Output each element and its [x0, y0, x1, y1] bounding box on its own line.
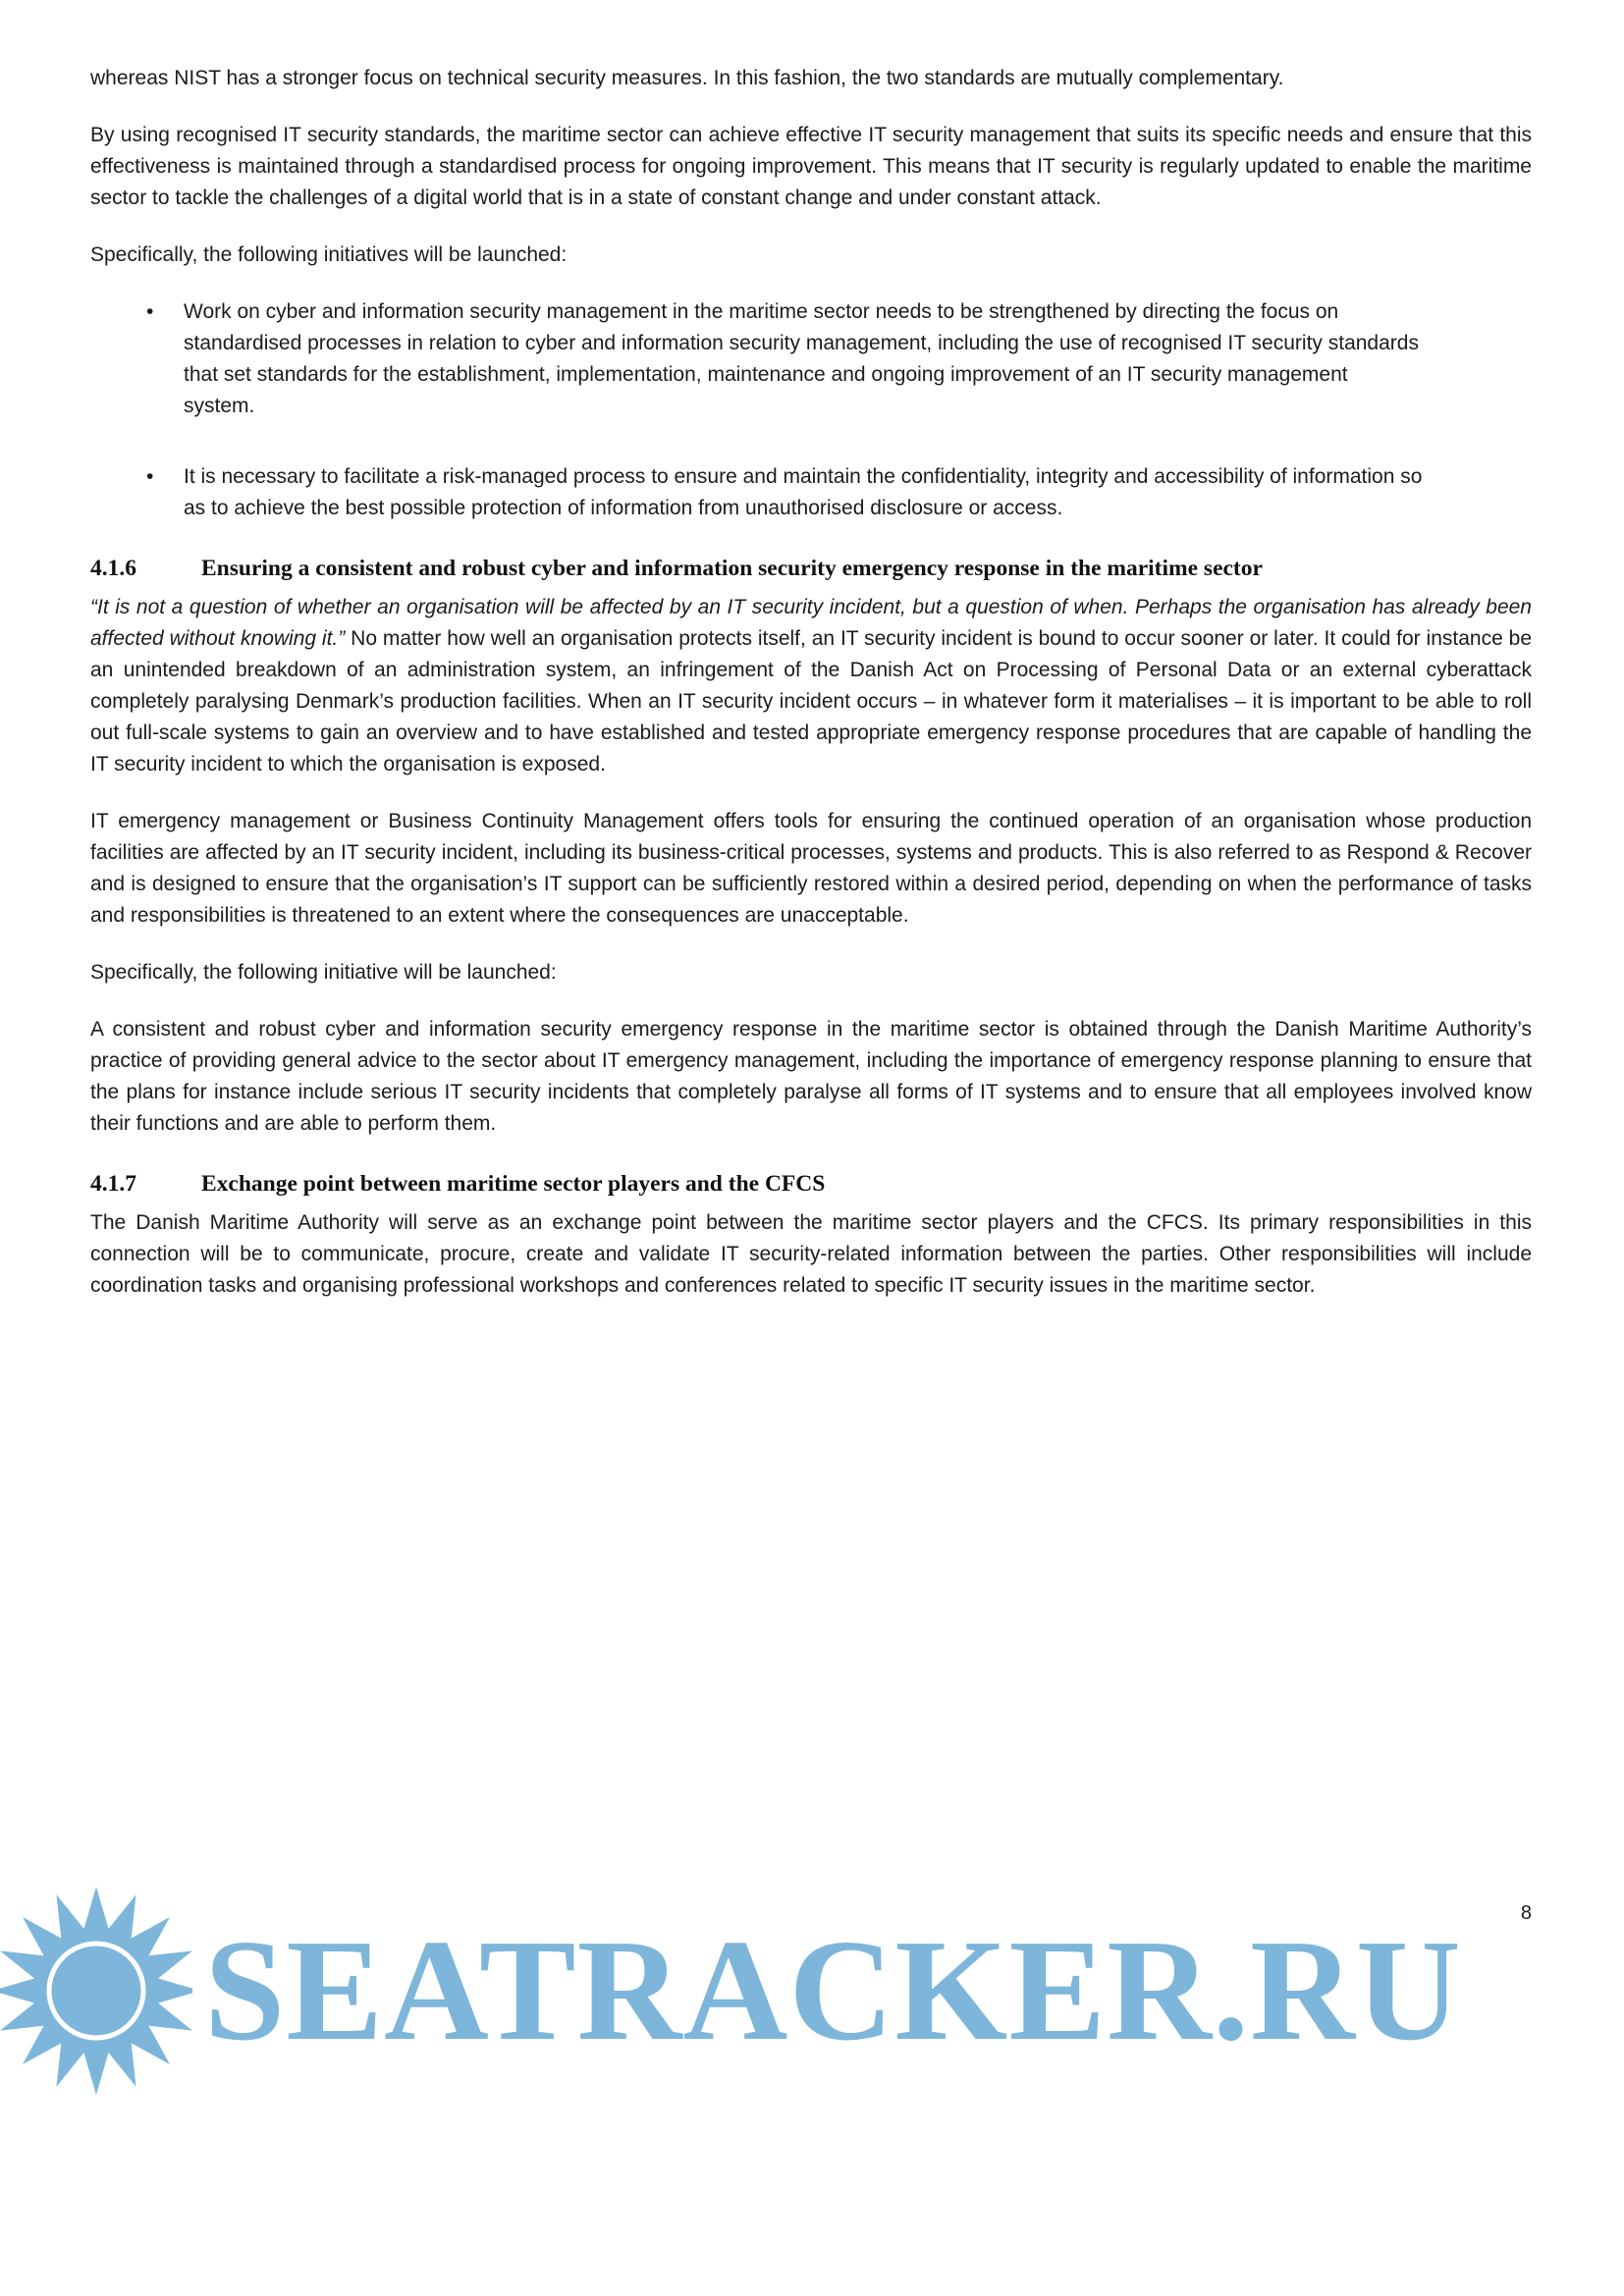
paragraph: Specifically, the following initiative will be launched: [90, 961, 557, 984]
page-number: 8 [1520, 1902, 1532, 1924]
list-item [146, 461, 1532, 524]
section-number: 4.1.6 [90, 556, 136, 581]
paragraph-text: No matter how well an organisation protects itself, an IT security incident is bound to occur sooner or later. It could for instance be an unintended breakdown of an administration system, an infringement of the Danish Act on Processing of Personal Data or an external cyberattack completely paralysing Denmark’s production facilities. When an IT security incident occurs – in whatever form it materialises – it is important to be able to roll out full-scale systems to gain an overview and to have established and tested appropriate emergency response procedures that are capable of handling the IT security incident to which the organisation is exposed. [90, 627, 1533, 775]
paragraph: Specifically, the following initiatives will be launched: [90, 243, 568, 266]
paragraph [90, 592, 1532, 780]
section-heading-4-1-7 [90, 1169, 1532, 1200]
section-number: 4.1.7 [90, 1171, 136, 1197]
bullet-marker: • [146, 300, 154, 323]
paragraph: IT emergency management or Business Continuity Management offers tools for ensuring the continued operation of an organisation whose production facilities are affected by an IT security incident, including its business-critical processes, systems and products. This is also referred to as Respond & Recover and is designed to ensure that the organisation’s IT support can be sufficiently restored within a desired period, depending on when the performance of tasks and responsibilities is threatened to an extent where the consequences are unacceptable. [90, 810, 1532, 927]
watermark [0, 1881, 1624, 2101]
paragraph: A consistent and robust cyber and information security emergency response in the maritime sector is obtained through the Danish Maritime Authority’s practice of providing general advice to the sector about IT emergency management, including the importance of emergency response planning to ensure that the plans for instance include serious IT security incidents that completely paralyse all forms of IT systems and to ensure that all employees involved know their functions and are able to perform them. [90, 1018, 1532, 1135]
section-title: Ensuring a consistent and robust cyber and information security emergency response in the maritime sector [201, 556, 1263, 581]
paragraph: By using recognised IT security standards, the maritime sector can achieve effective IT security management that suits its specific needs and ensure that this effectiveness is maintained through a standardised process for ongoing improvement. This means that IT security is regularly updated to enable the maritime sector to tackle the challenges of a digital world that is in a state of constant change and under constant attack. [90, 124, 1532, 209]
paragraph: whereas NIST has a stronger focus on technical security measures. In this fashion, the two standards are mutually complementary. [90, 67, 1284, 89]
list-item-text: Work on cyber and information security management in the maritime sector needs to be strengthened by directing the focus on standardised processes in relation to cyber and information security management, including the use of recognised IT security standards that set standards for the establishment, implementation, maintenance and ongoing improvement of an IT security management system. [184, 300, 1419, 417]
bullet-marker: • [146, 465, 154, 488]
watermark-text: SEATRACKER.RU [204, 1910, 1462, 2071]
section-title: Exchange point between maritime sector players and the CFCS [201, 1171, 826, 1197]
section-heading-4-1-6 [90, 554, 1532, 584]
paragraph: The Danish Maritime Authority will serve as an exchange point between the maritime sector players and the CFCS. Its primary responsibilities in this connection will be to communicate, procure, create and validate IT security-related information between the parties. Other responsibilities will include coordination tasks and organising professional workshops and conferences related to specific IT security issues in the maritime sector. [90, 1211, 1532, 1297]
list-item-text: It is necessary to facilitate a risk-managed process to ensure and maintain the confidentiality, integrity and accessibility of information so as to achieve the best possible protection of information from unauthorised disclosure or access. [184, 465, 1423, 519]
italic-quote: “It is not a question of whether an organisation will be affected by an IT security incident, but a question of when. Perhaps the organisation has already been affected without knowing it.” [90, 596, 1532, 650]
document-page [90, 63, 1532, 1327]
list-item [146, 296, 1532, 422]
bullet-list [90, 296, 1532, 524]
sun-logo-icon [0, 1883, 192, 2099]
